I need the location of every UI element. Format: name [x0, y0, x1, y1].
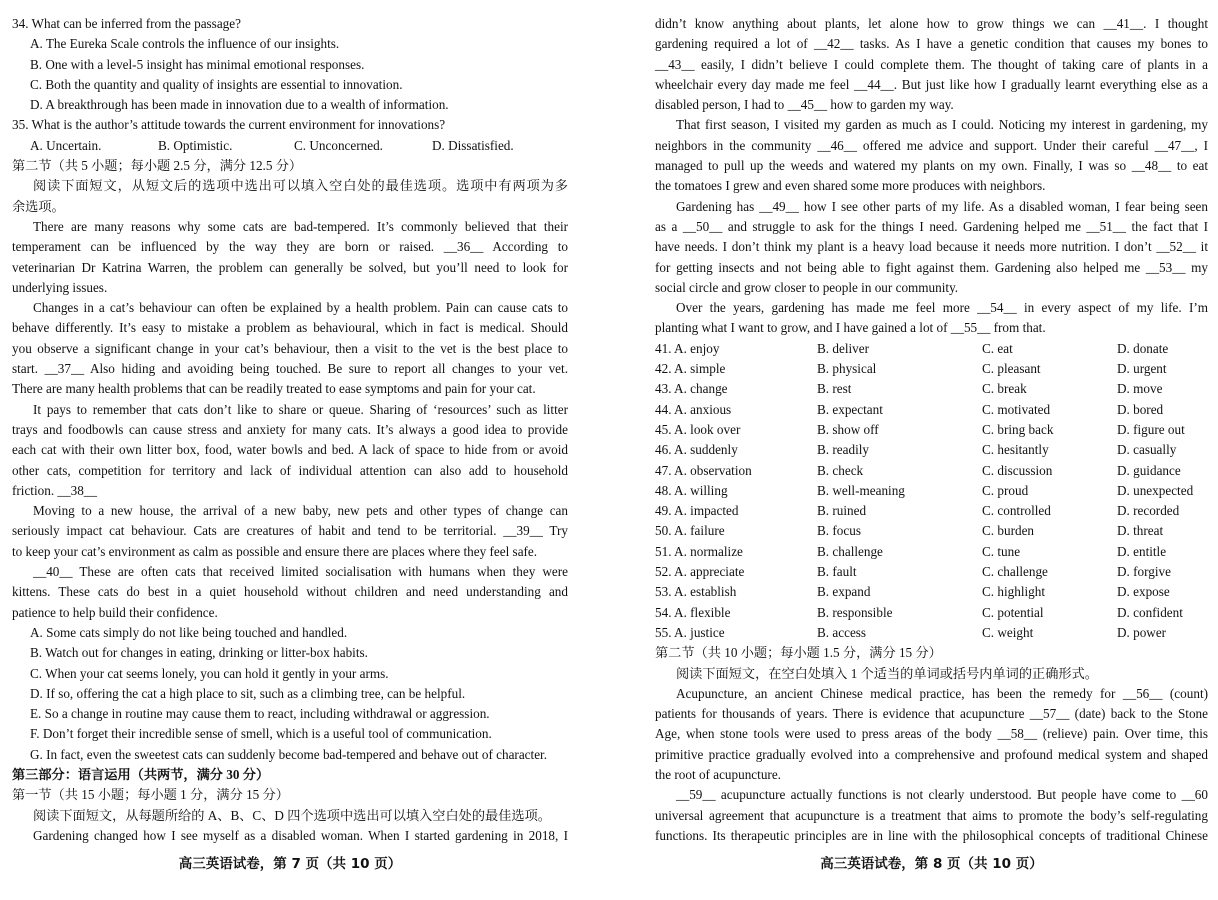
passage-line: Moving to a new house, the arrival of a new baby, new pets and other types of change can — [33, 503, 568, 519]
passage-line: underlying issues. — [12, 279, 108, 295]
q35-option-a: A. Uncertain. — [30, 137, 102, 153]
passage-line: There are many health problems that can be readily treated to ease symptoms and pain for your cat. — [12, 381, 536, 397]
option-cell: D. guidance — [1117, 462, 1181, 478]
grammar-line: Acupuncture, an ancient Chinese medical practice, has been the remedy for __56__ (count) — [676, 685, 1208, 701]
option-cell: C. tune — [982, 543, 1021, 559]
option-row — [655, 562, 1208, 582]
option-cell: D. donate — [1117, 340, 1169, 356]
grammar-line: functions. Its therapeutic principles are in line with the philosophical concepts of traditional Chinese — [655, 827, 1208, 843]
option-cell: C. eat — [982, 340, 1013, 356]
cloze-line: neighbors in the community __46__ offered me advice and support. Under their careful __47__, I — [655, 137, 1208, 153]
cloze-line: for getting insects and not being able to fight against them. Gardening also helped me __53__ my — [655, 259, 1208, 275]
option-cell: B. access — [817, 624, 867, 640]
grammar-line: patients for thousands of years. There is evidence that acupuncture __57__ (date) back to the Stone — [655, 706, 1208, 722]
q34-option-b: B. One with a level-5 insight has minimal emotional responses. — [30, 56, 365, 72]
option-row — [655, 400, 1208, 420]
option-cell: 48. A. willing — [655, 482, 728, 498]
passage-line: kittens. These cats do best in a quiet household without children and need understanding and — [12, 584, 568, 600]
choice-g: G. In fact, even the sweetest cats can suddenly become bad-tempered and behave out of character. — [30, 746, 548, 762]
option-cell: B. check — [817, 462, 864, 478]
choice-d: D. If so, offering the cat a high place to sit, such as a climbing tree, can be helpful. — [30, 685, 466, 701]
cloze-line: That first season, I visited my garden as much as I could. Noticing my interest in gardening, my — [676, 117, 1208, 133]
option-cell: C. weight — [982, 624, 1034, 640]
q34-option-c: C. Both the quantity and quality of insights are essential to innovation. — [30, 76, 403, 92]
option-cell: C. potential — [982, 604, 1044, 620]
q35-options — [12, 136, 568, 156]
page-8 — [655, 14, 1208, 886]
q34-option-d: D. A breakthrough has been made in innovation due to a wealth of information. — [30, 97, 449, 113]
option-cell: 53. A. establish — [655, 584, 737, 600]
option-cell: 42. A. simple — [655, 361, 726, 377]
part-3-instructions: 阅读下面短文，从每题所给的 A、B、C、D 四个选项中选出可以填入空白处的最佳选项。 — [33, 807, 551, 823]
grammar-line: primitive practice gradually evolved into a comprehensive and profound medical system and shaped — [655, 746, 1208, 762]
option-cell: 54. A. flexible — [655, 604, 731, 620]
option-cell: D. expose — [1117, 584, 1170, 600]
option-row — [655, 542, 1208, 562]
option-row — [655, 603, 1208, 623]
choice-e: E. So a change in routine may cause them to react, including withdrawal or aggression. — [30, 706, 490, 722]
passage-line: It pays to remember that cats don’t like to share or queue. Sharing of ‘resources’ such as litter — [33, 401, 568, 417]
option-cell: 50. A. failure — [655, 523, 725, 539]
option-cell: D. bored — [1117, 401, 1164, 417]
option-cell: B. expectant — [817, 401, 883, 417]
passage-line: Changes in a cat’s behaviour can often be explained by a health problem. Pain can cause cats to — [33, 300, 568, 316]
cloze-line: Over the years, gardening has made me feel more __54__ in every aspect of my life. I’m — [676, 300, 1208, 316]
option-cell: B. rest — [817, 381, 852, 397]
cloze-line: disabled person, I had to __45__ how to garden my way. — [655, 97, 954, 113]
option-cell: D. figure out — [1117, 421, 1185, 437]
option-cell: C. controlled — [982, 503, 1051, 519]
choice-f: F. Don’t forget their incredible sense of smell, which is a useful tool of communication. — [30, 726, 492, 742]
cloze-line: planting what I want to grow, and I have gained a lot of __55__ from that. — [655, 320, 1046, 336]
option-cell: B. show off — [817, 421, 879, 437]
option-cell: D. entitle — [1117, 543, 1167, 559]
option-cell: D. power — [1117, 624, 1167, 640]
section-2-title: 第二节（共 5 小题；每小题 2.5 分，满分 12.5 分） — [12, 158, 303, 174]
option-row — [655, 461, 1208, 481]
option-cell: 52. A. appreciate — [655, 564, 745, 580]
section-2-instructions: 阅读下面短文，从短文后的选项中选出可以填入空白处的最佳选项。选项中有两项为多 — [33, 178, 568, 194]
option-row — [655, 521, 1208, 541]
option-cell: 49. A. impacted — [655, 503, 739, 519]
passage-line: patience to help build their confidence. — [12, 604, 218, 620]
passage-line: each cat with their own litter box, food, water bowls and bed. A lack of space to hide from or avoid — [12, 442, 568, 458]
option-cell: 47. A. observation — [655, 462, 752, 478]
option-cell: D. threat — [1117, 523, 1164, 539]
option-row — [655, 481, 1208, 501]
cloze-line: Gardening has __49__ how I see other parts of my life. As a disabled woman, I fear being seen — [676, 198, 1208, 214]
q35-option-c: C. Unconcerned. — [294, 137, 383, 153]
option-row — [655, 501, 1208, 521]
option-cell: B. fault — [817, 564, 857, 580]
cloze-line: social circle and grow closer to people in our community. — [655, 279, 959, 295]
option-row — [655, 623, 1208, 643]
option-cell: 43. A. change — [655, 381, 728, 397]
option-cell: D. confident — [1117, 604, 1183, 620]
question-34: 34. What can be inferred from the passage? — [12, 16, 241, 31]
option-cell: C. burden — [982, 523, 1035, 539]
passage-line: behave differently. It’s easy to mistake a problem as behavioural, which in fact is medical. Should — [12, 320, 568, 336]
passage-line: to keep your cat’s environment as calm as possible and ensure there are places where they feel safe. — [12, 543, 538, 559]
option-cell: B. readily — [817, 442, 870, 458]
part-3-title: 第三部分：语言运用（共两节，满分 30 分） — [12, 766, 270, 782]
q34-option-a: A. The Eureka Scale controls the influence of our insights. — [30, 36, 340, 52]
section-2-instructions: 阅读下面短文，在空白处填入 1 个适当的单词或括号内单词的正确形式。 — [676, 665, 1098, 681]
option-cell: D. casually — [1117, 442, 1177, 458]
option-cell: C. motivated — [982, 401, 1051, 417]
option-cell: B. expand — [817, 584, 871, 600]
passage-line: you observe a significant change in your cat’s behaviour, then a visit to the vet is the best place to — [12, 340, 568, 356]
cloze-line: managed to pull up the weeds and watered my plants on my own. Finally, I was so __48__ to eat — [655, 158, 1208, 174]
passage-line: There are many reasons why some cats are bad-tempered. It’s commonly believed that their — [33, 218, 568, 234]
option-cell: C. bring back — [982, 421, 1054, 437]
cloze-options-table — [655, 339, 1208, 643]
question-35: 35. What is the author’s attitude towards the current environment for innovations? — [12, 117, 446, 133]
option-cell: 46. A. suddenly — [655, 442, 738, 458]
grammar-line: universal agreement that acupuncture is a treatment that aims to promote the body’s self-regulating — [655, 807, 1208, 823]
page-footer: 高三英语试卷，第 7 页（共 10 页） — [178, 855, 402, 872]
passage-line: veterinarian Dr Katrina Warren, the problem can generally be solved, but you’ll need to look for — [12, 259, 568, 275]
option-cell: 51. A. normalize — [655, 543, 743, 559]
option-cell: B. deliver — [817, 340, 870, 356]
q35-option-b: B. Optimistic. — [158, 137, 233, 153]
option-cell: 55. A. justice — [655, 624, 725, 640]
grammar-line: __59__ acupuncture actually functions is not clearly understood. But people have come to __60 — [676, 787, 1208, 803]
option-row — [655, 359, 1208, 379]
option-cell: B. well-meaning — [817, 482, 905, 498]
choice-a: A. Some cats simply do not like being touched and handled. — [30, 624, 348, 640]
cloze-line: __43__ easily, I didn’t believe I could complete them. The thought of taking care of plants in a — [655, 56, 1208, 72]
option-cell: C. highlight — [982, 584, 1046, 600]
cloze-line: the tomatoes I grew and even shared some more produces with neighbors. — [655, 178, 1046, 194]
passage-line: seriously impact cat behaviour. Cats are creatures of habit and tend to be territorial. __39__ Try — [12, 523, 568, 539]
section-2-instructions-cont: 余选项。 — [12, 198, 65, 214]
passage-line: temperament can be influenced by the way they are born or raised. __36__ According to — [12, 239, 568, 255]
part-3-section-1-title: 第一节（共 15 小题；每小题 1 分，满分 15 分） — [12, 787, 289, 803]
option-cell: 44. A. anxious — [655, 401, 732, 417]
option-cell: B. physical — [817, 361, 877, 377]
choice-b: B. Watch out for changes in eating, drinking or litter-box habits. — [30, 645, 368, 661]
option-row — [655, 339, 1208, 359]
page-7 — [12, 14, 568, 886]
option-cell: B. focus — [817, 523, 861, 539]
grammar-line: the root of acupuncture. — [655, 766, 781, 782]
cloze-line: as a __50__ and struggle to ask for the things I need. Gardening helped me __51__ the fact that I — [655, 218, 1208, 234]
passage-line: trays and foodbowls can cause stress and anxiety for many cats. It’s always a good idea to provide — [12, 421, 568, 437]
option-cell: C. challenge — [982, 564, 1048, 580]
passage-line: friction. __38__ — [12, 482, 97, 498]
section-2-title: 第二节（共 10 小题；每小题 1.5 分，满分 15 分） — [655, 645, 942, 661]
passage-line: __40__ These are often cats that received limited socialisation with humans when they were — [33, 564, 568, 580]
option-cell: C. pleasant — [982, 361, 1041, 377]
option-cell: C. break — [982, 381, 1027, 397]
option-row — [655, 420, 1208, 440]
option-cell: B. ruined — [817, 503, 867, 519]
option-cell: D. move — [1117, 381, 1163, 397]
cloze-line: wheelchair every day made me feel __44__. But just like how I gradually learnt everything else as a — [655, 76, 1208, 92]
option-cell: C. proud — [982, 482, 1029, 498]
option-cell: 45. A. look over — [655, 421, 741, 437]
option-row — [655, 379, 1208, 399]
passage-line: start. __37__ Also hiding and avoiding being touched. Be sure to report all changes to your vet. — [12, 361, 568, 377]
option-cell: D. urgent — [1117, 361, 1167, 377]
option-cell: C. discussion — [982, 462, 1053, 478]
option-cell: D. forgive — [1117, 564, 1171, 580]
option-row — [655, 440, 1208, 460]
passage-line: other cats, competition for territory and lack of individual attention can also add to household — [12, 462, 568, 478]
cloze-line: didn’t know anything about plants, let alone how to grow things we can __41__. I thought — [655, 16, 1208, 31]
cloze-line: Gardening changed how I see myself as a disabled woman. When I started gardening in 2018, I — [33, 827, 568, 843]
choice-c: C. When your cat seems lonely, you can hold it gently in your arms. — [30, 665, 389, 681]
q35-option-d: D. Dissatisfied. — [432, 137, 514, 153]
page-footer: 高三英语试卷，第 8 页（共 10 页） — [820, 855, 1043, 872]
cloze-line: have needs. I don’t think my plant is a heavy load because it needs more nutrition. I don’t __52__ it — [655, 239, 1208, 255]
grammar-line: Age, when stone tools were used to press areas of the body __58__ (relieve) pain. Over time, this — [655, 726, 1208, 742]
option-cell: D. unexpected — [1117, 482, 1194, 498]
option-row — [655, 582, 1208, 602]
option-cell: B. responsible — [817, 604, 893, 620]
option-cell: 41. A. enjoy — [655, 340, 720, 356]
cloze-line: gardening required a lot of __42__ tasks. As I have a genetic condition that causes my bones to — [655, 36, 1208, 52]
option-cell: D. recorded — [1117, 503, 1180, 519]
option-cell: B. challenge — [817, 543, 883, 559]
option-cell: C. hesitantly — [982, 442, 1049, 458]
